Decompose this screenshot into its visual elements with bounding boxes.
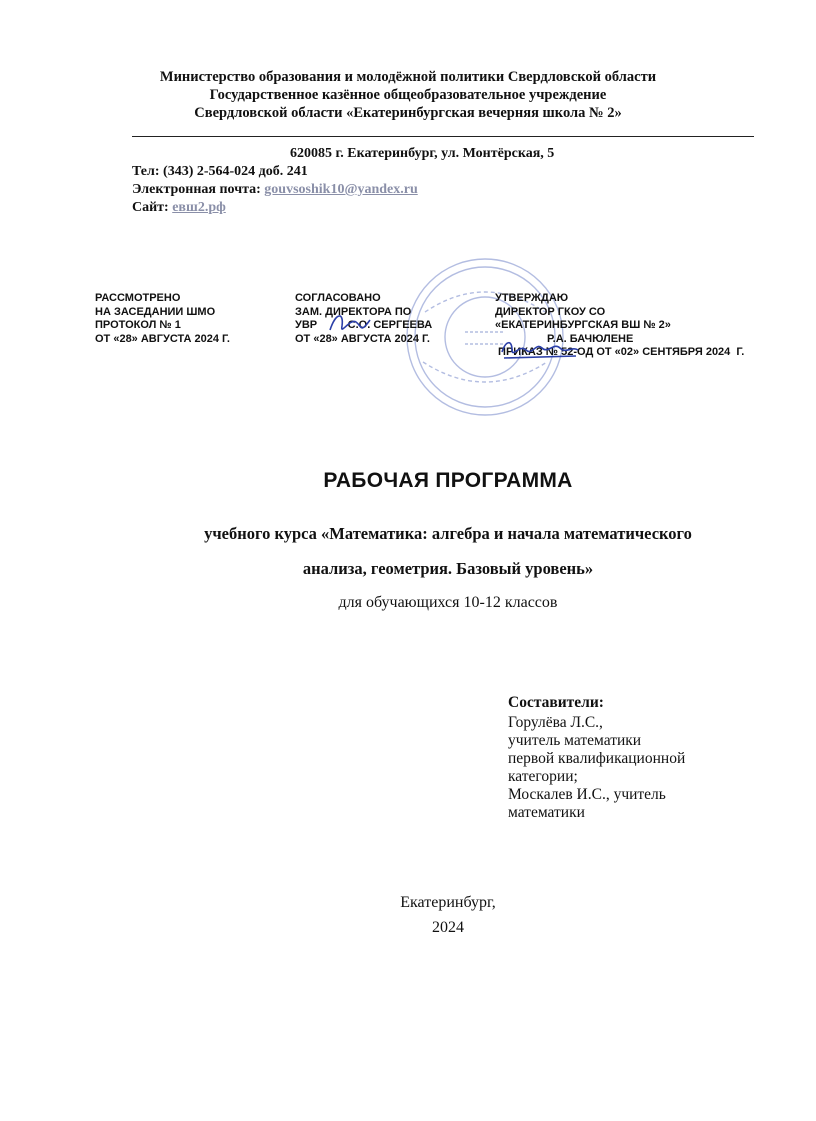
approval-line: «ЕКАТЕРИНБУРГСКАЯ ВШ № 2» — [495, 319, 671, 331]
author-line: Москалев И.С., учитель — [508, 786, 666, 803]
address: 620085 г. Екатеринбург, ул. Монтёрская, 5 — [290, 146, 555, 161]
author-line: учитель математики — [508, 732, 642, 749]
site-label: Сайт: — [132, 200, 173, 215]
approval-line: ОТ «28» АВГУСТА 2024 Г. — [295, 332, 430, 345]
email-link[interactable]: gouvsoshik10@yandex.ru — [264, 182, 418, 197]
approval-line: УВР С.О. СЕРГЕЕВА — [295, 319, 433, 331]
document-subtitle-line1: учебного курса «Математика: алгебра и начала математического — [204, 524, 692, 543]
site-row — [132, 199, 226, 217]
header-divider — [132, 136, 754, 137]
approval-line: УТВЕРЖДАЮ — [495, 292, 569, 304]
ministry-line: Министерство образования и молодёжной политики Свердловской области — [159, 69, 657, 85]
approval-line: ДИРЕКТОР ГКОУ СО — [495, 305, 606, 318]
institution-type-line: Государственное казённое общеобразовательное учреждение — [209, 87, 607, 103]
approval-agreed — [295, 292, 432, 346]
author-line: математики — [508, 804, 585, 821]
phone: Тел: (343) 2-564-024 доб. 241 — [132, 164, 308, 179]
authors-heading: Составители: — [508, 694, 604, 711]
document-subtitle-line2: анализа, геометрия. Базовый уровень» — [302, 559, 594, 578]
approval-line: НА ЗАСЕДАНИИ ШМО — [95, 305, 216, 318]
author-line: первой квалификационной — [508, 750, 686, 767]
approval-line: ПРИКАЗ № 52-ОД ОТ «02» СЕНТЯБРЯ 2024 Г. — [495, 346, 745, 358]
approval-line: ПРОТОКОЛ № 1 — [95, 319, 181, 331]
approval-line: СОГЛАСОВАНО — [295, 292, 381, 304]
author-line: Горулёва Л.С., — [508, 714, 603, 731]
institution-name-line: Свердловской области «Екатеринбургская вечерняя школа № 2» — [194, 105, 622, 121]
approval-line: Р.А. БАЧЮЛЕНЕ — [495, 332, 634, 345]
document-audience: для обучающихся 10-12 классов — [338, 594, 558, 611]
authors-block — [508, 694, 748, 822]
footer-year: 2024 — [432, 919, 464, 936]
author-line: категории; — [508, 768, 578, 785]
site-link[interactable]: евш2.рф — [172, 200, 226, 215]
approval-line: ОТ «28» АВГУСТА 2024 Г. — [95, 332, 230, 345]
approval-reviewed — [95, 292, 230, 346]
footer-city: Екатеринбург, — [400, 894, 496, 911]
document-title: РАБОЧАЯ ПРОГРАММА — [323, 469, 573, 492]
email-row — [132, 181, 418, 199]
email-label: Электронная почта: — [132, 182, 265, 197]
approval-line: ЗАМ. ДИРЕКТОРА ПО — [295, 305, 412, 318]
approval-approved — [495, 292, 744, 360]
approval-line: РАССМОТРЕНО — [95, 292, 181, 304]
